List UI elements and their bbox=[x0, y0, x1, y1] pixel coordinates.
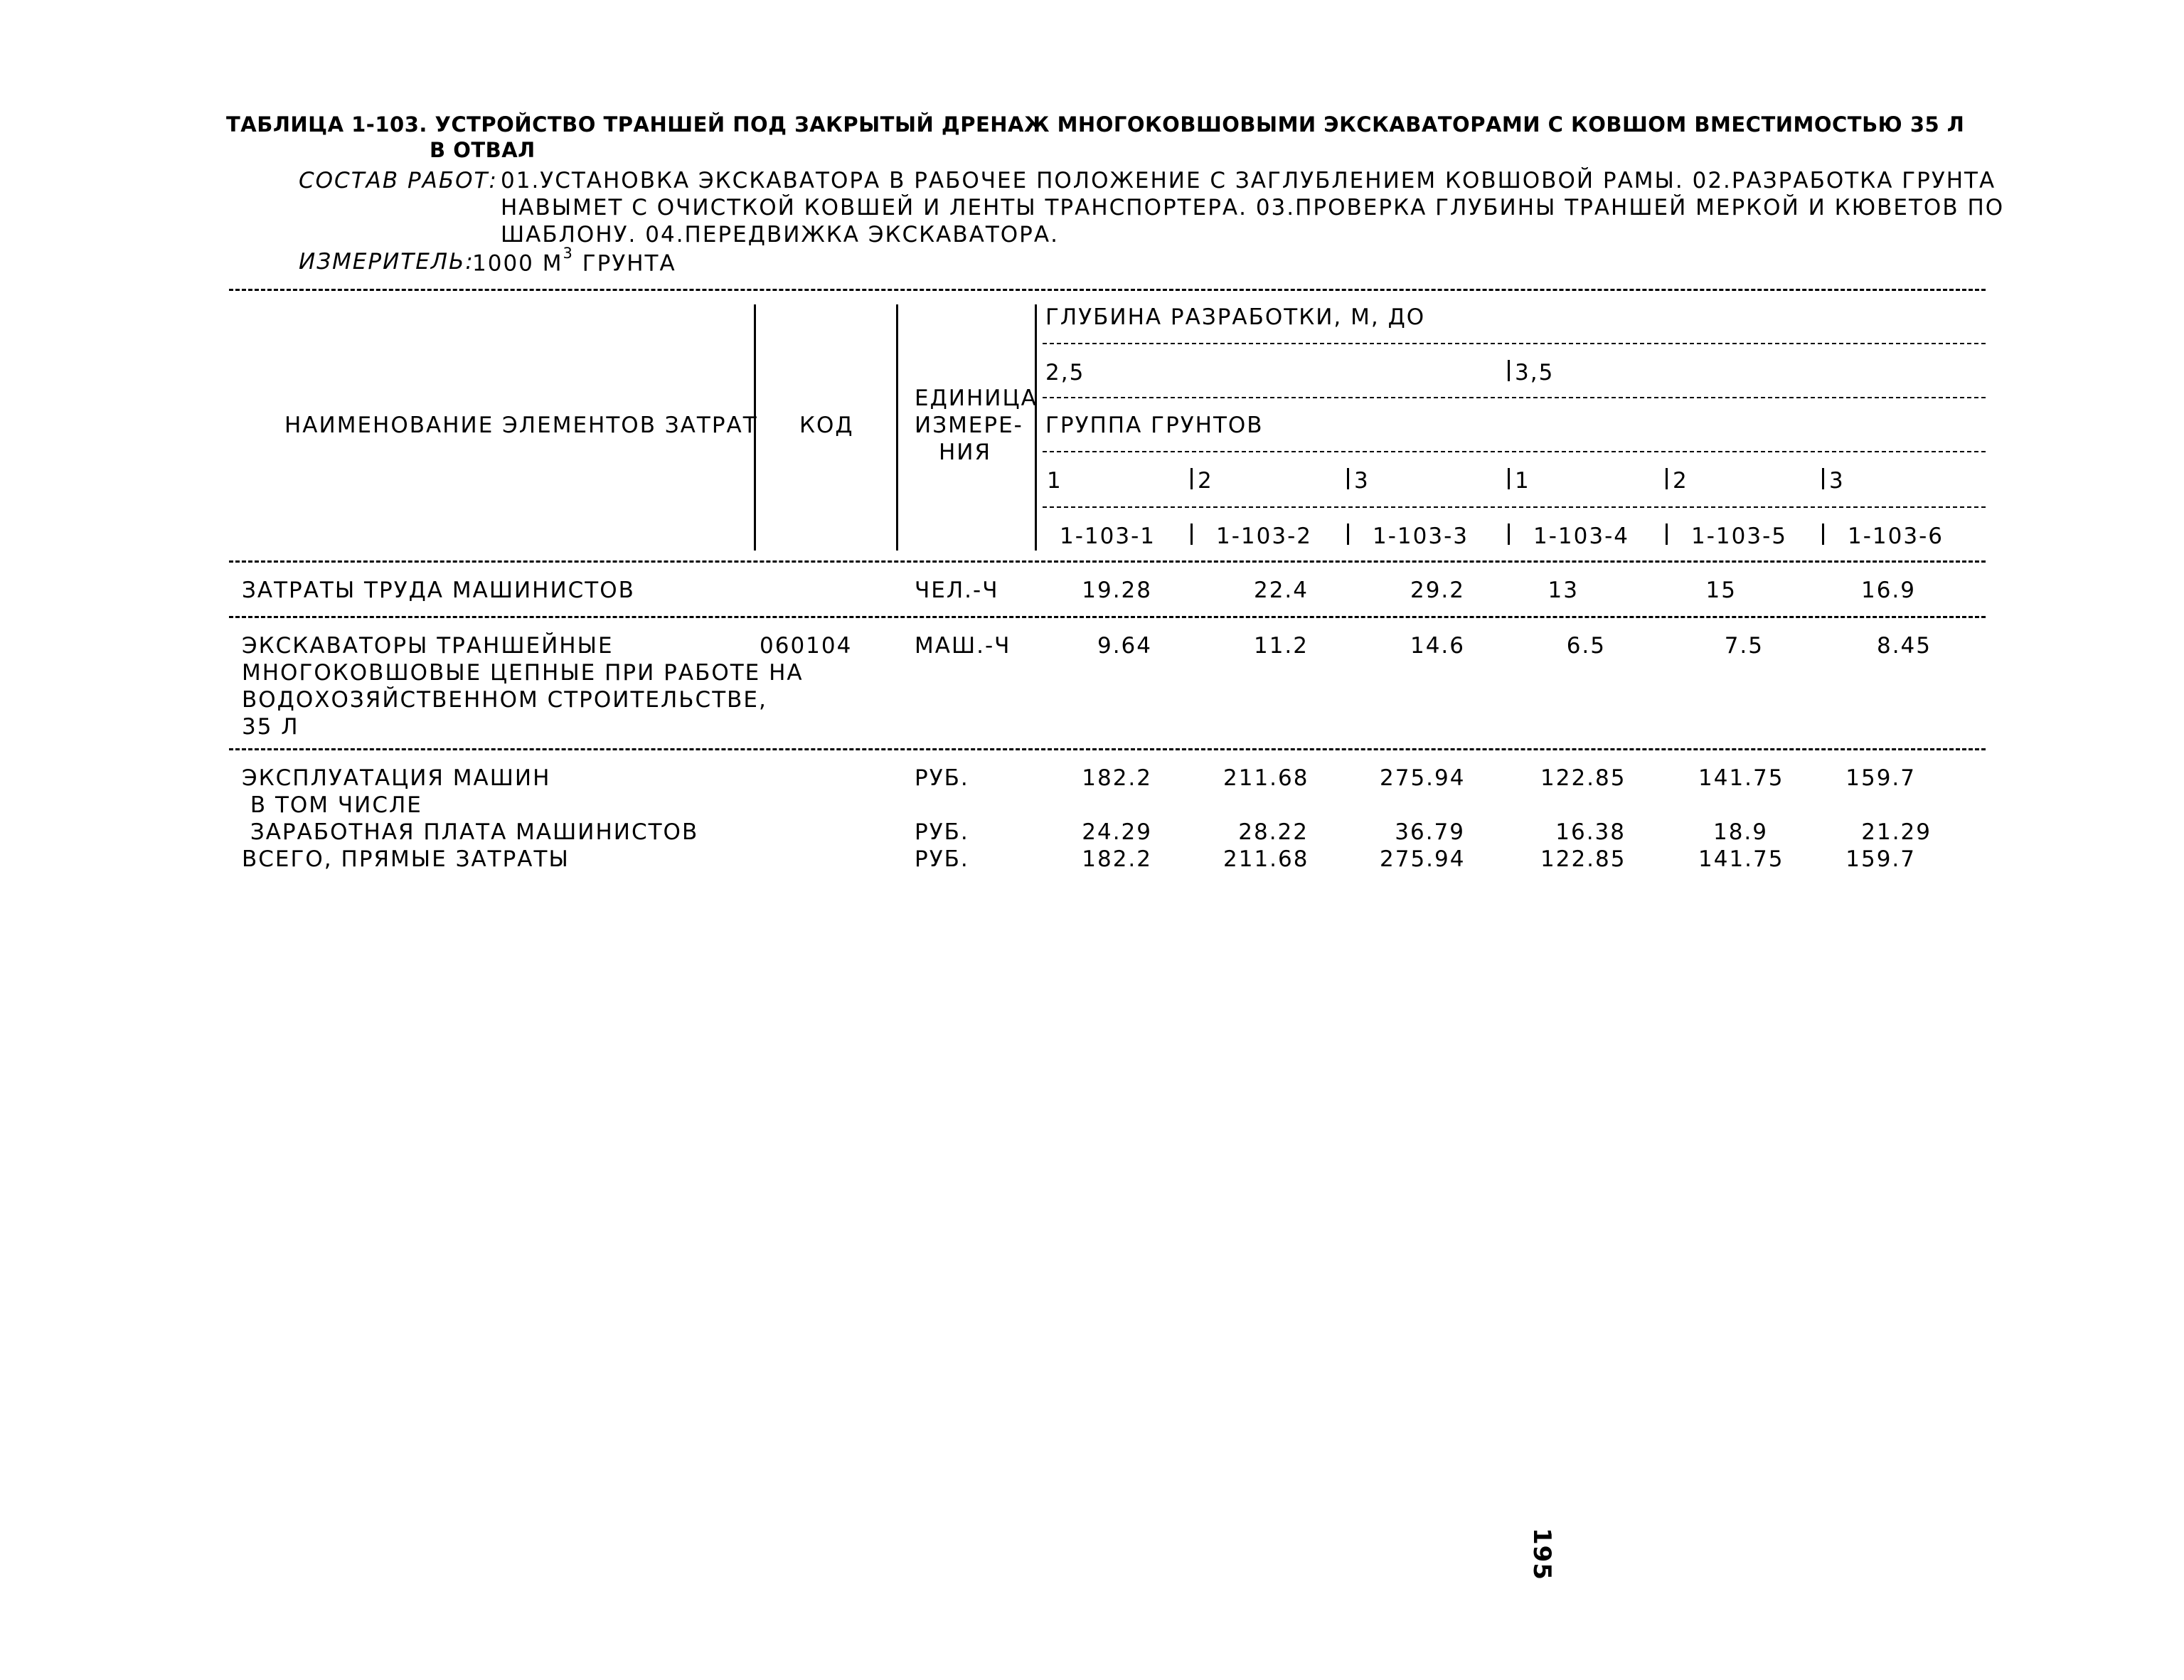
row-labor-v6: 16.9 bbox=[1860, 578, 1916, 603]
work-line3: ШАБЛОНУ. 04.ПЕРЕДВИЖКА ЭКСКАВАТОРА. bbox=[501, 222, 1059, 248]
row-labor-v1: 19.28 bbox=[1082, 578, 1152, 603]
row-operation-v3: 275.94 bbox=[1380, 765, 1466, 791]
row-labor-v4: 13 bbox=[1548, 578, 1579, 603]
row-operation-v6: 159.7 bbox=[1845, 765, 1916, 791]
header-group: ГРУППА ГРУНТОВ bbox=[1045, 413, 1264, 438]
header-depth-b: 3,5 bbox=[1515, 360, 1555, 386]
row-wages-v2: 28.22 bbox=[1238, 819, 1309, 845]
work-line2: НАВЫМЕТ С ОЧИСТКОЙ КОВШЕЙ И ЛЕНТЫ ТРАНСПОРТЕРА. 03.ПРОВЕРКА ГЛУБИНЫ ТРАНШЕЙ МЕРКОЙ И КЮВЕТОВ ПО bbox=[501, 195, 2005, 220]
row-excavator-name-1: ЭКСКАВАТОРЫ ТРАНШЕЙНЫЕ bbox=[242, 633, 614, 659]
row-wages-v4: 16.38 bbox=[1555, 819, 1626, 845]
code-bar-3 bbox=[1347, 523, 1349, 545]
row-total-v1: 182.2 bbox=[1082, 846, 1152, 872]
header-rule-2 bbox=[1043, 397, 1986, 398]
work-label: СОСТАВ РАБОТ: bbox=[299, 168, 498, 193]
row-wages-v6: 21.29 bbox=[1861, 819, 1932, 845]
header-depth: ГЛУБИНА РАЗРАБОТКИ, М, ДО bbox=[1045, 304, 1426, 330]
row-excavator-name-2: МНОГОКОВШОВЫЕ ЦЕПНЫЕ ПРИ РАБОТЕ НА bbox=[242, 660, 804, 686]
row-wages-v5: 18.9 bbox=[1712, 819, 1768, 845]
header-code: КОД bbox=[799, 413, 854, 438]
meter-sup: 3 bbox=[563, 245, 574, 262]
header-depth-a: 2,5 bbox=[1045, 360, 1085, 386]
row-excavator-v4: 6.5 bbox=[1566, 633, 1606, 659]
row-operation-v1: 182.2 bbox=[1082, 765, 1152, 791]
row-total-name: ВСЕГО, ПРЯМЫЕ ЗАТРАТЫ bbox=[242, 846, 570, 872]
row-labor-unit: ЧЕЛ.-Ч bbox=[915, 578, 999, 603]
code-col-5: 1-103-5 bbox=[1691, 523, 1787, 549]
row-operation-v4: 122.85 bbox=[1540, 765, 1626, 791]
row-total-v6: 159.7 bbox=[1845, 846, 1916, 872]
meter-label: ИЗМЕРИТЕЛЬ: bbox=[299, 249, 474, 275]
group-5: 2 bbox=[1673, 468, 1688, 494]
row-rule-2 bbox=[229, 748, 1986, 750]
group-bar-3 bbox=[1347, 468, 1349, 489]
code-bar-5 bbox=[1666, 523, 1668, 545]
code-bar-2 bbox=[1190, 523, 1193, 545]
row-labor-v5: 15 bbox=[1705, 578, 1737, 603]
row-rule-1 bbox=[229, 616, 1986, 618]
row-operation-v2: 211.68 bbox=[1223, 765, 1309, 791]
table-title-line2: В ОТВАЛ bbox=[430, 138, 536, 162]
code-col-2: 1-103-2 bbox=[1216, 523, 1312, 549]
meter-amount: 1000 М bbox=[472, 250, 563, 277]
row-excavator-name-3: ВОДОХОЗЯЙСТВЕННОМ СТРОИТЕЛЬСТВЕ, bbox=[242, 687, 767, 713]
row-including-label: В ТОМ ЧИСЛЕ bbox=[242, 792, 422, 818]
row-total-v4: 122.85 bbox=[1540, 846, 1626, 872]
row-labor-v2: 22.4 bbox=[1253, 578, 1309, 603]
row-excavator-v6: 8.45 bbox=[1876, 633, 1932, 659]
header-unit-line3: НИЯ bbox=[939, 440, 992, 465]
row-excavator-code: 060104 bbox=[760, 633, 853, 659]
row-excavator-v1: 9.64 bbox=[1097, 633, 1152, 659]
header-divider-code-unit bbox=[896, 304, 898, 551]
group-4: 1 bbox=[1515, 468, 1530, 494]
row-excavator-unit: МАШ.-Ч bbox=[915, 633, 1011, 659]
row-wages-v1: 24.29 bbox=[1082, 819, 1152, 845]
page-number: 195 bbox=[1528, 1528, 1556, 1580]
header-bottom-rule bbox=[229, 560, 1986, 563]
code-col-6: 1-103-6 bbox=[1848, 523, 1944, 549]
row-wages-name: ЗАРАБОТНАЯ ПЛАТА МАШИНИСТОВ bbox=[242, 819, 699, 845]
group-bar-6 bbox=[1822, 468, 1824, 489]
header-depth-b-bar bbox=[1508, 360, 1510, 381]
header-divider-unit-values bbox=[1035, 304, 1037, 551]
group-bar-4 bbox=[1508, 468, 1510, 489]
header-rule-1 bbox=[1043, 343, 1986, 344]
row-excavator-v5: 7.5 bbox=[1724, 633, 1764, 659]
row-total-v3: 275.94 bbox=[1380, 846, 1466, 872]
code-bar-4 bbox=[1508, 523, 1510, 545]
group-bar-2 bbox=[1190, 468, 1193, 489]
code-bar-6 bbox=[1822, 523, 1824, 545]
header-unit-line1: ЕДИНИЦА bbox=[915, 386, 1038, 411]
group-3: 3 bbox=[1354, 468, 1370, 494]
header-rule-4 bbox=[1043, 506, 1986, 508]
table-top-rule bbox=[229, 289, 1986, 291]
meter-value bbox=[472, 245, 676, 277]
row-total-v5: 141.75 bbox=[1698, 846, 1784, 872]
table-title-line1: ТАБЛИЦА 1-103. УСТРОЙСТВО ТРАНШЕЙ ПОД ЗАКРЫТЫЙ ДРЕНАЖ МНОГОКОВШОВЫМИ ЭКСКАВАТОРАМИ С КОВШОМ ВМЕСТИМОСТЬЮ 35 Л bbox=[226, 112, 1965, 137]
group-bar-5 bbox=[1666, 468, 1668, 489]
row-labor-v3: 29.2 bbox=[1410, 578, 1465, 603]
row-wages-v3: 36.79 bbox=[1395, 819, 1465, 845]
row-operation-unit: РУБ. bbox=[915, 765, 969, 791]
row-excavator-name-4: 35 Л bbox=[242, 714, 299, 740]
header-rule-3 bbox=[1043, 451, 1986, 452]
row-labor-name: ЗАТРАТЫ ТРУДА МАШИНИСТОВ bbox=[242, 578, 635, 603]
row-operation-name: ЭКСПЛУАТАЦИЯ МАШИН bbox=[242, 765, 551, 791]
work-line1: 01.УСТАНОВКА ЭКСКАВАТОРА В РАБОЧЕЕ ПОЛОЖЕНИЕ С ЗАГЛУБЛЕНИЕМ КОВШОВОЙ РАМЫ. 02.РАЗРАБОТКА ГРУНТА bbox=[501, 168, 1996, 193]
row-wages-unit: РУБ. bbox=[915, 819, 969, 845]
row-excavator-v3: 14.6 bbox=[1410, 633, 1465, 659]
group-6: 3 bbox=[1829, 468, 1845, 494]
row-total-unit: РУБ. bbox=[915, 846, 969, 872]
code-col-3: 1-103-3 bbox=[1373, 523, 1469, 549]
code-col-1: 1-103-1 bbox=[1060, 523, 1156, 549]
row-operation-v5: 141.75 bbox=[1698, 765, 1784, 791]
code-col-4: 1-103-4 bbox=[1533, 523, 1629, 549]
group-2: 2 bbox=[1198, 468, 1213, 494]
header-unit-line2: ИЗМЕРЕ- bbox=[915, 413, 1023, 438]
row-excavator-v2: 11.2 bbox=[1253, 633, 1309, 659]
meter-suffix: ГРУНТА bbox=[573, 250, 676, 277]
row-total-v2: 211.68 bbox=[1223, 846, 1309, 872]
header-name: НАИМЕНОВАНИЕ ЭЛЕМЕНТОВ ЗАТРАТ bbox=[284, 413, 758, 438]
group-1: 1 bbox=[1047, 468, 1062, 494]
